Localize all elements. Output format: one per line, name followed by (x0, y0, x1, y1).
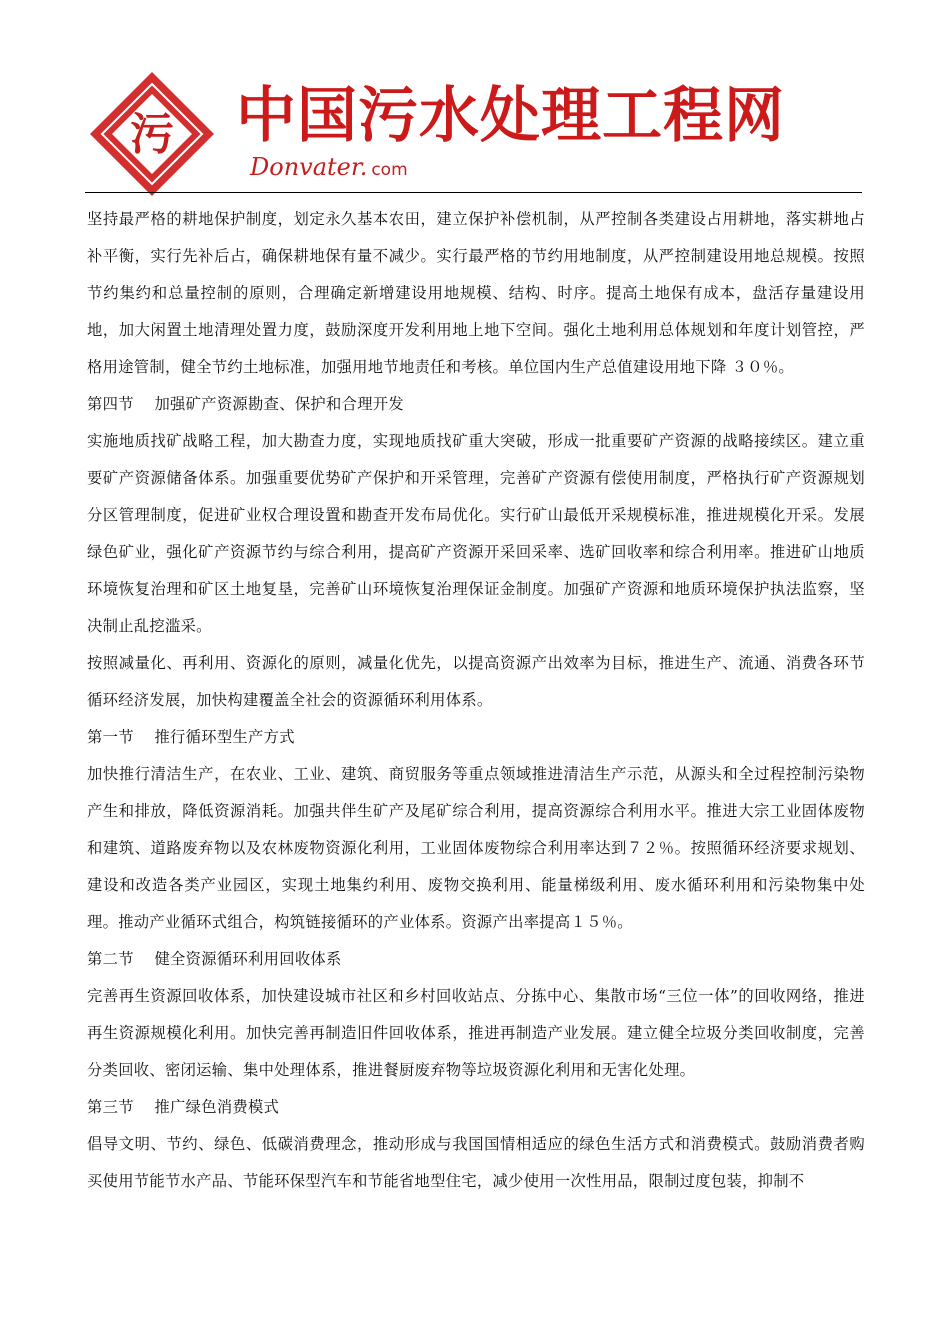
site-domain (250, 155, 408, 179)
paragraph-clean-production: 加快推行清洁生产，在农业、工业、建筑、商贸服务等重点领域推进清洁生产示范，从源头和全过程控制污染物产生和排放，降低资源消耗。加强共伴生矿产及尾矿综合利用，提高资源综合利用水平。推进大宗工业固体废物和建筑、道路废弃物以及农林废物资源化利用，工业固体废物综合利用率达到７２％。按照循环经济要求规划、建设和改造各类产业园区，实现土地集约利用、废物交换利用、能量梯级利用、废水循环利用和污染物集中处理。推动产业循环式组合，构筑链接循环的产业体系。资源产出率提高１５％。 (87, 765, 865, 931)
paragraph-circular-economy-intro: 按照减量化、再利用、资源化的原则，减量化优先，以提高资源产出效率为目标，推进生产、流通、消费各环节循环经济发展，加快构建覆盖全社会的资源循环利用体系。 (87, 654, 865, 709)
document-body (87, 201, 865, 1200)
paragraph-recycling-system: 完善再生资源回收体系，加快建设城市社区和乡村回收站点、分拣中心、集散市场“三位一体”的回收网络，推进再生资源规模化利用。加快完善再制造旧件回收体系，推进再制造产业发展。建立健全垃圾分类回收制度，完善分类回收、密闭运输、集中处理体系，推进餐厨废弃物等垃圾资源化利用和无害化处理。 (87, 987, 865, 1079)
site-logo-diamond-icon (88, 70, 216, 198)
section-heading-1: 第一节 推行循环型生产方式 (87, 728, 295, 746)
section-heading-3: 第三节 推广绿色消费模式 (87, 1098, 280, 1116)
paragraph-land-protection: 坚持最严格的耕地保护制度，划定永久基本农田，建立保护补偿机制，从严控制各类建设占用耕地，落实耕地占补平衡，实行先补后占，确保耕地保有量不减少。实行最严格的节约用地制度，从严控制建设用地总规模。按照节约集约和总量控制的原则，合理确定新增建设用地规模、结构、时序。提高土地保有成本，盘活存量建设用地，加大闲置土地清理处置力度，鼓励深度开发利用地上地下空间。强化土地利用总体规划和年度计划管控，严格用途管制，健全节约土地标准，加强用地节地责任和考核。单位国内生产总值建设用地下降 ３０％。 (87, 210, 865, 376)
paragraph-green-consumption: 倡导文明、节约、绿色、低碳消费理念，推动形成与我国国情相适应的绿色生活方式和消费模式。鼓励消费者购买使用节能节水产品、节能环保型汽车和节能省地型住宅，减少使用一次性用品，限制过度包装，抑制不 (87, 1135, 865, 1190)
site-header (0, 0, 950, 180)
site-logo-char: 污 (130, 109, 174, 160)
site-title: 中国污水处理工程网 (236, 81, 785, 151)
paragraph-mineral-resources: 实施地质找矿战略工程，加大勘查力度，实现地质找矿重大突破，形成一批重要矿产资源的战略接续区。建立重要矿产资源储备体系。加强重要优势矿产保护和开采管理，完善矿产资源有偿使用制度，严格执行矿产资源规划分区管理制度，促进矿业权合理设置和勘查开发布局优化。实行矿山最低开采规模标准，推进规模化开采。发展绿色矿业，强化矿产资源节约与综合利用，提高矿产资源开采回采率、选矿回收率和综合利用率。推进矿山地质环境恢复治理和矿区土地复垦，完善矿山环境恢复治理保证金制度。加强矿产资源和地质环境保护执法监察，坚决制止乱挖滥采。 (87, 432, 865, 635)
site-domain-main: Donvater. (250, 153, 368, 181)
site-domain-tld: com (371, 160, 408, 180)
section-heading-2: 第二节 健全资源循环利用回收体系 (87, 950, 342, 968)
section-heading-4: 第四节 加强矿产资源勘查、保护和合理开发 (87, 395, 404, 413)
header-divider (85, 192, 862, 193)
